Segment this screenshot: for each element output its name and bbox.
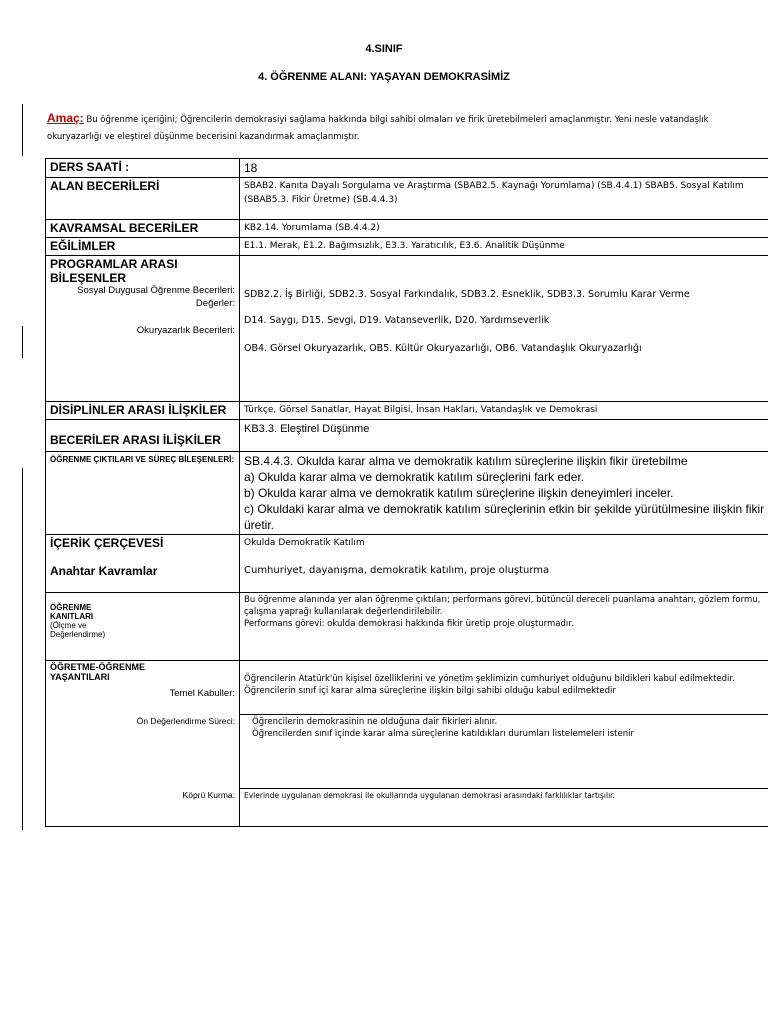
kopru-kurma-label-cell: [46, 789, 240, 827]
icerik-value: Okulda Demokratik Katılım: [244, 538, 365, 548]
kanit-text: Bu öğrenme alanında yer alan öğrenme çıktıları; performans görevi, bütüncül dereceli puanlama anahtarı, gözlem formu, çalışma yaprağı kullanılarak değerlendirilebilir.: [244, 595, 761, 617]
row-on-degerlendirme: [46, 715, 768, 789]
cikti-a: a) Okulda karar alma ve demokratik katılım süreçlerini fark eder.: [244, 470, 585, 484]
intro-paragraph: [47, 110, 727, 146]
performans-gorevi: Performans görevi: okulda demokrasi hakkında fikir üretip proje oluşturmadır.: [244, 619, 574, 629]
on-degerlendirme-2: Öğrencilerden sınıf içinde karar alma süreçlerine katıldıkları durumları listelemeleri istenir: [252, 729, 634, 739]
row-kavramsal: [46, 220, 768, 238]
on-degerlendirme-label: Ön Değerlendirme Süreci:: [136, 715, 235, 726]
row-ogrenme-kanitlari: [46, 593, 768, 661]
lesson-plan-table: [45, 158, 768, 827]
on-degerlendirme-1: Öğrencilerin demokrasinin ne olduğuna dair fikirleri alınır.: [252, 717, 498, 727]
cikti-c: c) Okuldaki karar alma ve demokratik katılım süreçlerinin etkin bir şekilde yürütülmesine ilişkin fikir üretir.: [244, 502, 765, 532]
temel-kabul-2: Öğrencilerin sınıf içi karar alma süreçlerine ilişkin bilgi sahibi olduğu kabul edilmektedir: [244, 686, 616, 696]
amac-label: Amaç:: [47, 111, 84, 125]
disiplinler-label: DİSİPLİNLER ARASI İLİŞKİLER: [46, 402, 240, 420]
degerler-sublabel: Değerler:: [195, 298, 235, 309]
row-icerik-cercevesi: [46, 535, 768, 593]
alan-becerileri-value: SBAB2. Kanıta Dayalı Sorgulama ve Araştırma (SBAB2.5. Kaynağı Yorumlama) (SB.4.4.1) SBAB5. Sosyal Katılım (SBAB5.3. Fikir Üretme) (SB.4.4.3): [240, 178, 768, 220]
amac-text: Bu öğrenme içeriğini; Öğrencilerin demokrasiyi sağlama hakkında bilgi sahibi olmaları ve firik üretebilmeleri amaçlanmıştır. Yeni nesle vatandaşlık okuryazarlığı ve eleştirel düşünme becerisini kazandırmak amaçlanmıştır.: [47, 115, 709, 142]
margin-line-middle: [22, 326, 23, 358]
kopru-kurma-value: [240, 789, 768, 827]
margin-line-bottom: [22, 468, 23, 830]
sdob-sublabel: Sosyal Duygusal Öğrenme Becerileri:: [77, 285, 235, 296]
kavramsal-label: KAVRAMSAL BECERİLER: [46, 220, 240, 238]
okuryazarlik-value: OB4. Görsel Okuryazarlık, OB5. Kültür Okuryazarlığı, OB6. Vatandaşlık Okuryazarlığı: [244, 343, 642, 354]
degerler-value: D14. Saygı, D15. Sevgi, D19. Vatanseverlik, D20. Yardımseverlik: [244, 315, 550, 326]
temel-kabuller-label: Temel Kabuller:: [169, 688, 235, 699]
on-degerlendirme-label-cell: [46, 715, 240, 789]
row-alan-becerileri: [46, 178, 768, 220]
on-degerlendirme-value: [240, 715, 768, 789]
ogrenme-kanitlari-label: ÖĞRENME KANITLARI (Ölçme ve Değerlendirme): [46, 593, 240, 661]
egilimler-value: E1.1. Merak, E1.2. Bağımsızlık, E3.3. Yaratıcılık, E3.6. Analitik Düşünme: [240, 238, 768, 256]
margin-line-top: [22, 104, 23, 156]
disiplinler-value: Türkçe, Görsel Sanatlar, Hayat Bilgisi, İnsan Hakları, Vatandaşlık ve Demokrasi: [240, 402, 768, 420]
egilimler-label: EĞİLİMLER: [46, 238, 240, 256]
temel-kabul-1: Öğrencilerin Atatürk'ün kişisel özelliklerini ve yönetim şeklimizin cumhuriyet olduğunu bildikleri kabul edilmektedir.: [244, 674, 735, 684]
sdob-value: SDB2.2. İş Birliği, SDB2.3. Sosyal Farkındalık, SDB3.2. Esneklik, SDB3.3. Sorumlu Karar Verme: [244, 289, 690, 300]
olcme-degerlendirme-label: (Ölçme ve Değerlendirme): [50, 621, 106, 639]
ogretme-ogrenme-label: ÖĞRETME-ÖĞRENME YAŞANTILARI Temel Kabuller:: [46, 661, 240, 715]
beceriler-arasi-label: BECERİLER ARASI İLİŞKİLER: [46, 420, 240, 452]
cikti-b: b) Okulda karar alma ve demokratik katılım süreçlerine ilişkin deneyimleri inceler.: [244, 486, 674, 500]
anahtar-kavramlar-label: Anahtar Kavramlar: [50, 564, 158, 578]
learning-area-title: 4. ÖĞRENME ALANI: YAŞAYAN DEMOKRASİMİZ: [258, 71, 510, 83]
row-kopru-kurma: [46, 789, 768, 827]
cikti-main: SB.4.4.3. Okulda karar alma ve demokratik katılım süreçlerine ilişkin fikir üretebilme: [244, 454, 688, 468]
icerik-cercevesi-label: İÇERİK ÇERÇEVESİ Anahtar Kavramlar: [46, 535, 240, 593]
okuryazarlik-sublabel: Okuryazarlık Becerileri:: [136, 325, 235, 336]
icerik-cercevesi-value: [240, 535, 768, 593]
ders-saati-label: DERS SAATİ :: [46, 159, 240, 178]
ogrenme-ciktilari-value: [240, 452, 768, 535]
ders-saati-value: 18: [240, 159, 768, 178]
anahtar-kavramlar-value: Cumhuriyet, dayanışma, demokratik katılım, proje oluşturma: [244, 565, 550, 576]
row-egilimler: [46, 238, 768, 256]
grade-title: 4.SINIF: [365, 43, 403, 55]
row-temel-kabuller: [46, 661, 768, 715]
ogrenme-kanitlari-value: [240, 593, 768, 661]
ogrenme-ciktilari-label: ÖĞRENME ÇIKTILARI VE SÜREÇ BİLEŞENLERİ:: [46, 452, 240, 535]
row-disiplinler: [46, 402, 768, 420]
programlar-arasi-label: PROGRAMLAR ARASI BİLEŞENLER Sosyal Duygusal Öğrenme Becerileri: Değerler: Okuryazarlık Becerileri:: [46, 256, 240, 402]
kopru-kurma-text: Evlerinde uygulanan demokrasi ile okullarında uygulanan demokrasi arasındaki farklılıklar tartışılır.: [244, 791, 615, 800]
row-programlar-arasi: [46, 256, 768, 402]
beceriler-arasi-value: KB3.3. Eleştirel Düşünme: [240, 420, 768, 452]
alan-becerileri-label: ALAN BECERİLERİ: [46, 178, 240, 220]
temel-kabuller-value: [240, 661, 768, 715]
row-beceriler-arasi: [46, 420, 768, 452]
kopru-kurma-label: Köprü Kurma:: [182, 789, 235, 800]
row-ders-saati: [46, 159, 768, 178]
programlar-arasi-value: [240, 256, 768, 402]
row-ogrenme-ciktilari: [46, 452, 768, 535]
kavramsal-value: KB2.14. Yorumlama (SB.4.4.2): [240, 220, 768, 238]
